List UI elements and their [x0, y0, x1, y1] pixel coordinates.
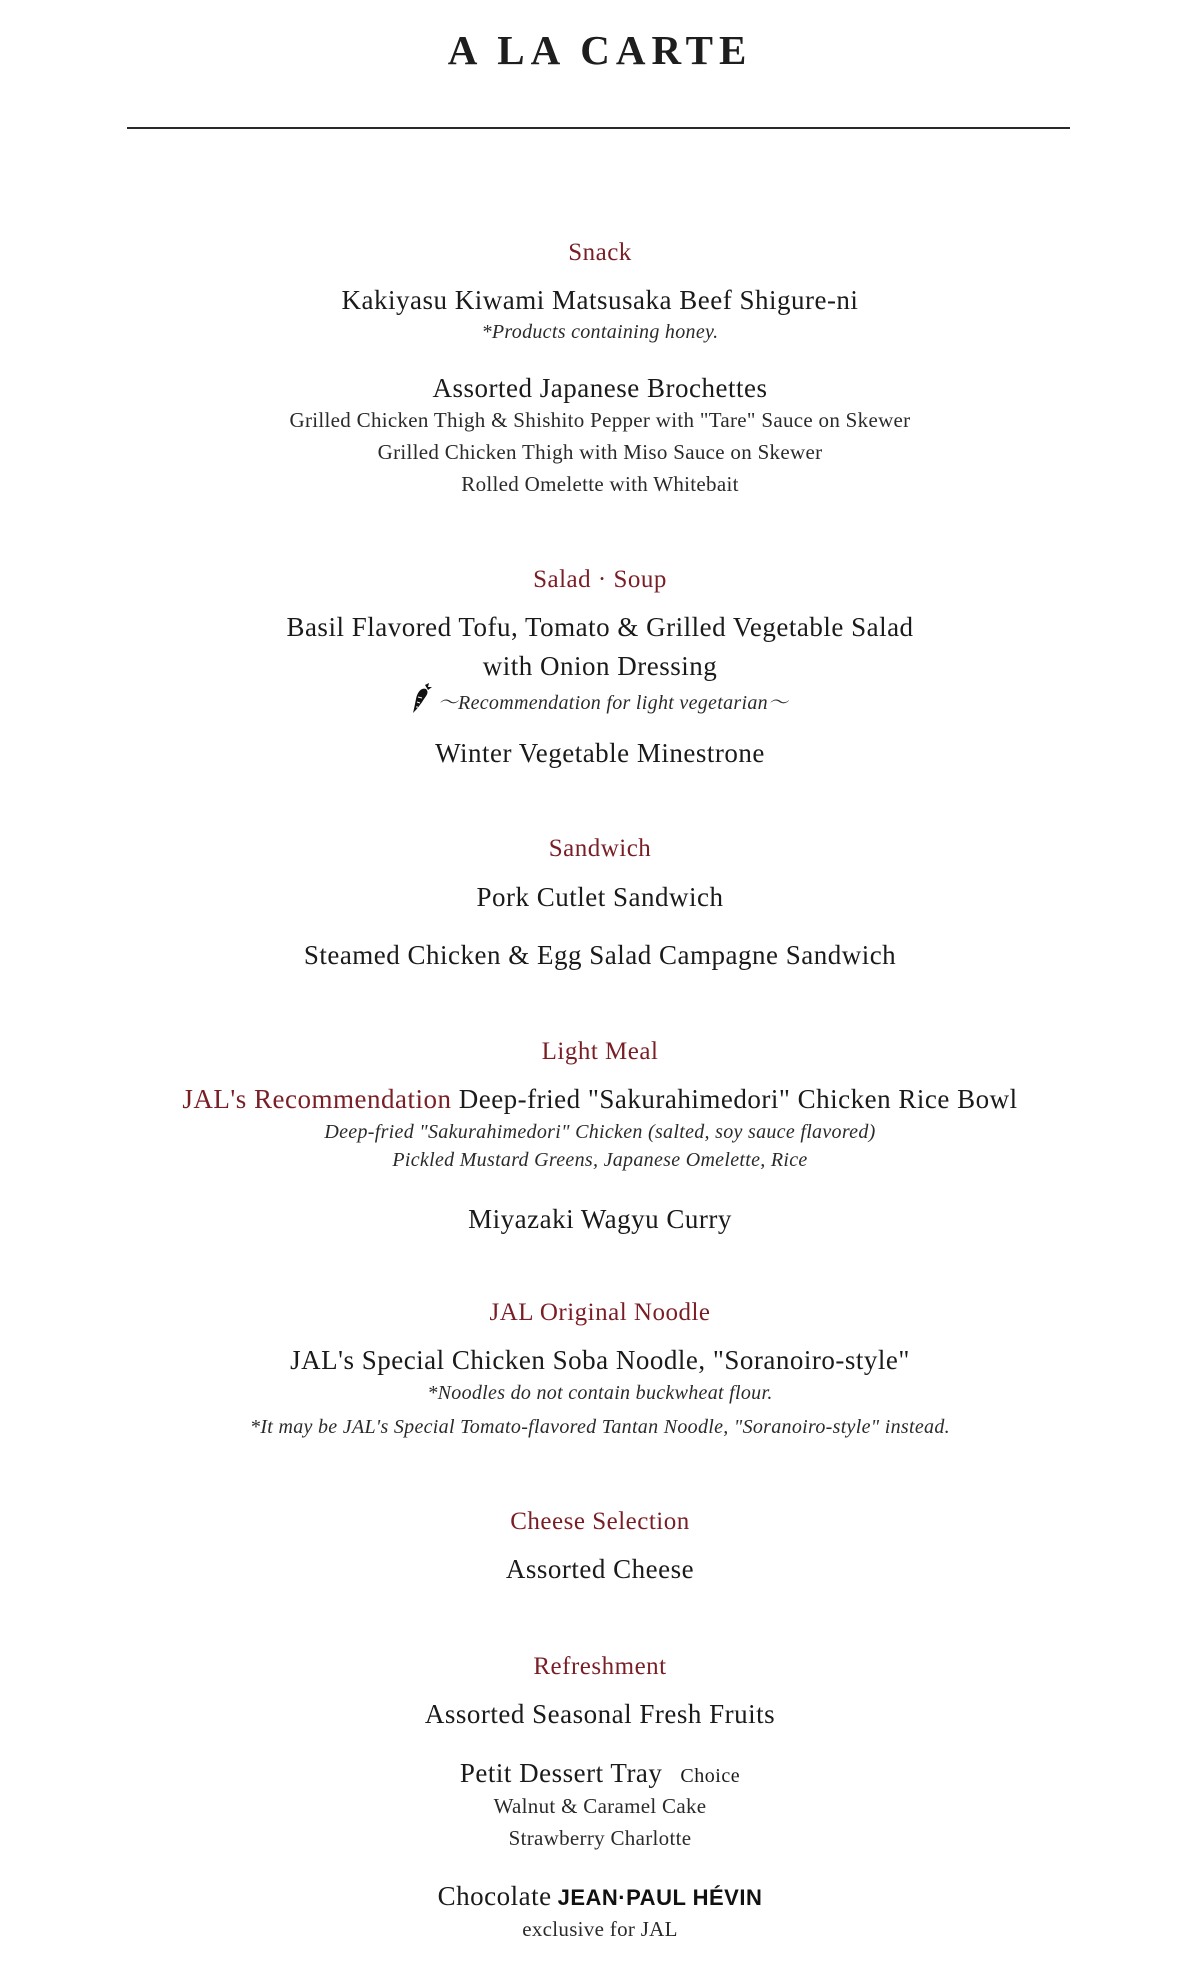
- category-cheese: Cheese Selection: [510, 1508, 690, 1535]
- vegetarian-note: ～Recommendation for light vegetarian～: [437, 692, 789, 714]
- dish-chocolate-row: [0, 1880, 1200, 1912]
- dish-assorted-cheese: Assorted Cheese: [505, 1554, 695, 1584]
- dessert-item: Walnut & Caramel Cake: [493, 1794, 707, 1818]
- category-salad-soup: Salad · Soup: [533, 566, 667, 593]
- dish-wagyu-curry: Miyazaki Wagyu Curry: [468, 1204, 732, 1234]
- dish-matsusaka-beef: Kakiyasu Kiwami Matsusaka Beef Shigure-ni: [341, 285, 859, 315]
- dish-chicken-egg-sandwich: Steamed Chicken & Egg Salad Campagne Sandwich: [303, 940, 897, 970]
- dish-note-sides: Pickled Mustard Greens, Japanese Omelette, Rice: [392, 1149, 808, 1171]
- dish-dessert-tray-row: [0, 1757, 1200, 1789]
- dessert-item: Strawberry Charlotte: [508, 1826, 692, 1850]
- category-light-meal: Light Meal: [541, 1038, 659, 1065]
- dish-fresh-fruits: Assorted Seasonal Fresh Fruits: [424, 1699, 776, 1729]
- dish-soba-noodle: JAL's Special Chicken Soba Noodle, "Soranoiro-style": [290, 1345, 910, 1375]
- brochette-item: Grilled Chicken Thigh with Miso Sauce on Skewer: [377, 440, 823, 464]
- category-noodle: JAL Original Noodle: [489, 1299, 711, 1326]
- brand-logo: JEAN·PAUL HÉVIN: [557, 1885, 763, 1910]
- dish-pork-cutlet-sandwich: Pork Cutlet Sandwich: [476, 882, 724, 912]
- dish-chicken-rice-bowl-row: [0, 1083, 1200, 1115]
- noodle-note-buckwheat: *Noodles do not contain buckwheat flour.: [427, 1382, 773, 1404]
- dish-note-honey: *Products containing honey.: [481, 321, 719, 343]
- dish-tofu-salad-line2: with Onion Dressing: [482, 651, 718, 681]
- category-sandwich: Sandwich: [548, 835, 652, 862]
- recommendation-label: JAL's Recommendation: [182, 1084, 452, 1114]
- brochette-item: Rolled Omelette with Whitebait: [461, 472, 739, 496]
- noodle-note-tantan: *It may be JAL's Special Tomato-flavored Tantan Noodle, "Soranoiro-style" instead.: [250, 1416, 950, 1438]
- category-snack: Snack: [568, 239, 632, 266]
- dish-dessert-tray: Petit Dessert Tray: [459, 1758, 663, 1788]
- dish-minestrone: Winter Vegetable Minestrone: [435, 738, 765, 768]
- brochette-item: Grilled Chicken Thigh & Shishito Pepper with "Tare" Sauce on Skewer: [289, 408, 911, 432]
- carrot-icon: [412, 683, 432, 719]
- choice-label: Choice: [680, 1765, 741, 1787]
- dish-chicken-rice-bowl: Deep-fried "Sakurahimedori" Chicken Rice Bowl: [458, 1084, 1018, 1114]
- chocolate-note: exclusive for JAL: [522, 1917, 678, 1941]
- category-refreshment: Refreshment: [533, 1653, 667, 1680]
- dish-brochettes: Assorted Japanese Brochettes: [432, 373, 768, 403]
- vegetarian-note-row: [0, 683, 1200, 719]
- dish-tofu-salad: Basil Flavored Tofu, Tomato & Grilled Vegetable Salad: [286, 612, 914, 642]
- dish-note-chicken: Deep-fried "Sakurahimedori" Chicken (salted, soy sauce flavored): [324, 1121, 876, 1143]
- page-title: A LA CARTE: [447, 27, 753, 73]
- dish-chocolate: Chocolate: [437, 1881, 552, 1911]
- title-divider: [127, 127, 1070, 129]
